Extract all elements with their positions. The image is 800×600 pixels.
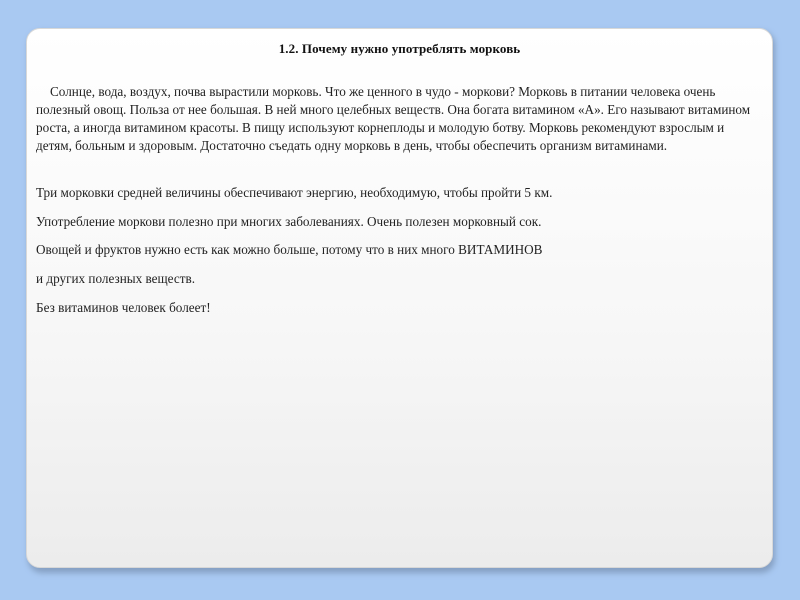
slide <box>26 28 773 568</box>
paragraph-diseases: Употребление моркови полезно при многих заболеваниях. Очень полезен морковный сок. <box>36 214 542 229</box>
paragraph-other-substances: и других полезных веществ. <box>36 271 196 286</box>
slide-title: 1.2. Почему нужно употреблять морковь <box>278 41 521 56</box>
paragraph-energy: Три морковки средней величины обеспечивают энергию, необходимую, чтобы пройти 5 км. <box>36 185 553 200</box>
intro-paragraph: Солнце, вода, воздух, почва вырастили морковь. Что же ценного в чудо - моркови? Морковь в питании человека очень полезный овощ. Польза от нее большая. В ней много целебных веществ. Она богата витамином «А». Его называют витамином роста, а иногда витамином красоты. В пищу используют корнеплоды и молодую ботву. Морковь рекомендуют взрослым и детям, больным и здоровым. Достаточно съедать одну морковь в день, чтобы обеспечить организм витаминами. <box>36 84 751 153</box>
paragraph-vegetables: Овощей и фруктов нужно есть как можно больше, потому что в них много ВИТАМИНОВ <box>36 242 543 257</box>
paragraph-conclusion: Без витаминов человек болеет! <box>36 300 211 315</box>
